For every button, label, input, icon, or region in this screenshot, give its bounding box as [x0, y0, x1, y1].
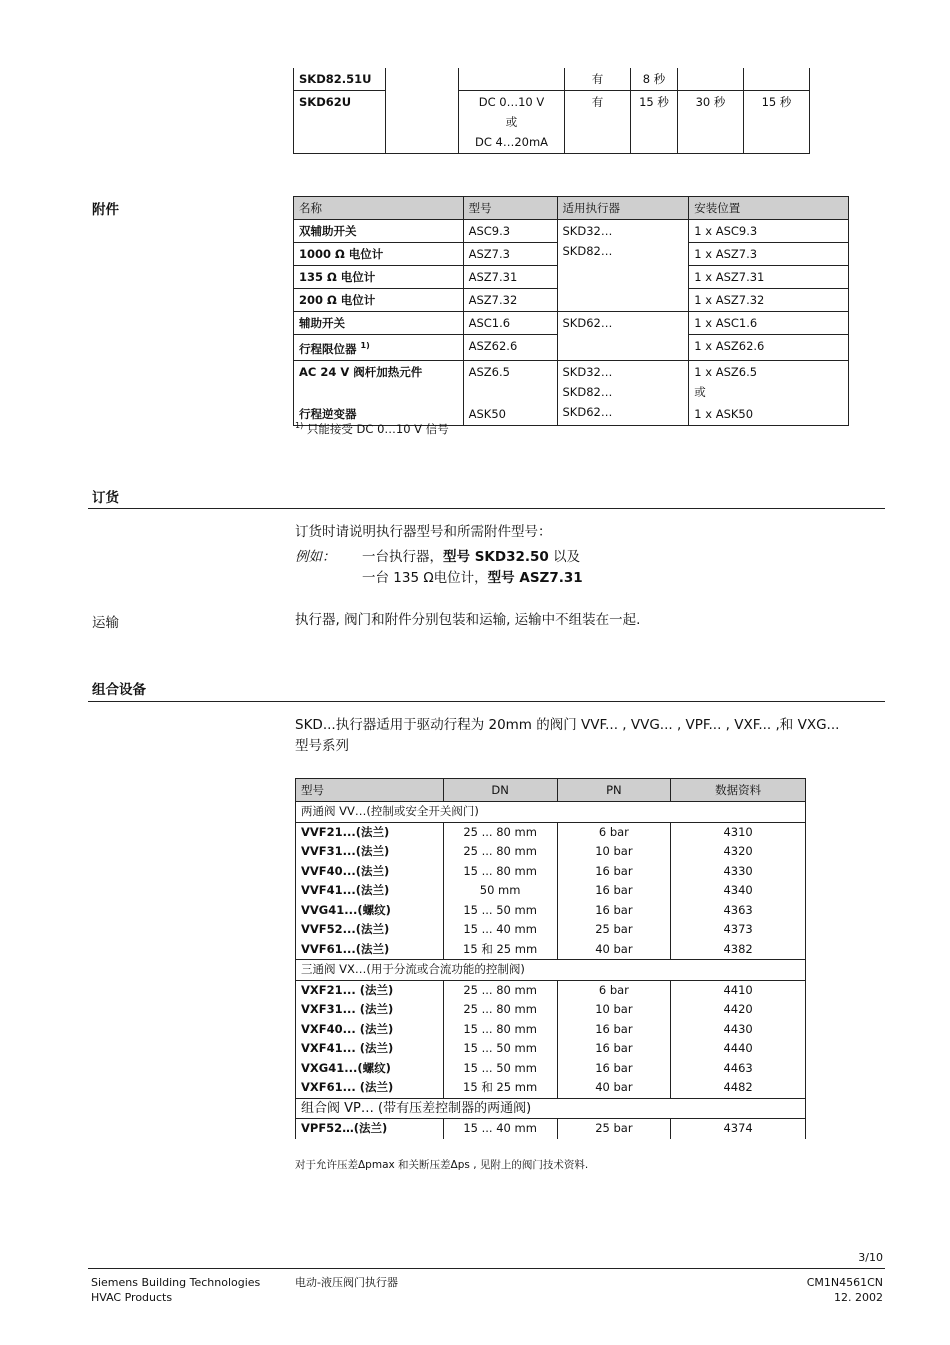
group-label: 两通阀 VV…(控制或安全开关阀门)	[296, 802, 806, 823]
valve-dn: 15 和 25 mm	[443, 940, 557, 960]
valve-row	[296, 1119, 806, 1139]
valve-row	[296, 1039, 806, 1059]
group2-body	[296, 980, 806, 1098]
accessory-type: ASZ62.6	[463, 335, 557, 361]
accessory-name: AC 24 V 阀杆加热元件	[294, 360, 464, 403]
valve-datasheet: 4382	[671, 940, 806, 960]
column-header: 安装位置	[689, 197, 849, 220]
valve-datasheet: 4320	[671, 842, 806, 862]
ordering-title: 订货	[92, 490, 119, 506]
example-line-1	[362, 547, 580, 568]
valve-pn: 16 bar	[557, 1039, 671, 1059]
accessory-type: ASC1.6	[463, 312, 557, 335]
example-text: 一台 135 Ω电位计，	[362, 570, 488, 586]
valve-datasheet: 4363	[671, 901, 806, 921]
valve-row	[296, 1020, 806, 1040]
actuator-line: SKD32…	[562, 224, 613, 238]
footer-divider	[88, 1268, 885, 1269]
valve-pn: 10 bar	[557, 1000, 671, 1020]
model-cell: SKD62U	[294, 91, 386, 154]
yes-cell: 有	[565, 68, 631, 91]
actuator-line: SKD32…	[562, 364, 613, 379]
table-header-row	[296, 779, 806, 802]
valve-dn: 15 ... 50 mm	[443, 901, 557, 921]
valve-type: VVF21...(法兰)	[296, 822, 444, 842]
accessory-name: 200 Ω 电位计	[294, 289, 464, 312]
valve-datasheet: 4463	[671, 1059, 806, 1079]
valve-datasheet: 4340	[671, 881, 806, 901]
column-header: 型号	[296, 779, 444, 802]
valve-type: VVF52...(法兰)	[296, 920, 444, 940]
group3-body	[296, 1119, 806, 1139]
combination-text-2: 型号系列	[295, 738, 349, 754]
column-header: 型号	[463, 197, 557, 220]
valve-type: VXF61... (法兰)	[296, 1078, 444, 1098]
footnote-mark: 1)	[360, 341, 370, 350]
signal-cell	[459, 91, 565, 154]
transport-label: 运输	[92, 615, 119, 631]
valve-row	[296, 1078, 806, 1098]
time-cell: 30 秒	[678, 91, 744, 154]
combination-text-1: SKD...执行器适用于驱动行程为 20mm 的阀门 VVF... , VVG... , VPF... , VXF... ,和 VXG...	[295, 717, 840, 733]
valve-type: VXF21... (法兰)	[296, 980, 444, 1000]
mount-position	[689, 360, 849, 403]
signal-line: DC 4…20mA	[474, 135, 549, 149]
accessory-name: 行程逆变器	[294, 403, 464, 426]
valve-dn: 15 ... 80 mm	[443, 862, 557, 882]
mount-position: 1 x ASZ7.3	[689, 243, 849, 266]
valve-pn: 10 bar	[557, 842, 671, 862]
company-line: HVAC Products	[91, 1291, 173, 1304]
valve-dn: 15 ... 80 mm	[443, 1020, 557, 1040]
accessory-name: 双辅助开关	[294, 220, 464, 243]
signal-cell	[459, 68, 565, 91]
valve-datasheet: 4440	[671, 1039, 806, 1059]
valve-dn: 50 mm	[443, 881, 557, 901]
doc-date: 12. 2002	[834, 1291, 883, 1304]
accessory-name: 135 Ω 电位计	[294, 266, 464, 289]
footer-doc-title: 电动-液压阀门执行器	[295, 1276, 398, 1289]
valve-datasheet: 4420	[671, 1000, 806, 1020]
accessory-type: ASZ7.3	[463, 243, 557, 266]
table-row	[294, 220, 849, 243]
footnote-mark: 1)	[295, 421, 304, 431]
accessory-type: ASZ7.32	[463, 289, 557, 312]
transport-text: 执行器, 阀门和附件分别包装和运输, 运输中不组装在一起.	[295, 612, 641, 628]
valve-type: VVF41...(法兰)	[296, 881, 444, 901]
table-row	[294, 91, 810, 154]
mount-line: 1 x ASZ6.5	[694, 364, 758, 379]
valve-type: VVF40...(法兰)	[296, 862, 444, 882]
valve-datasheet: 4310	[671, 822, 806, 842]
mount-line: 或	[694, 384, 706, 399]
column-header: 数据资料	[671, 779, 806, 802]
valve-row	[296, 980, 806, 1000]
valve-datasheet: 4374	[671, 1119, 806, 1139]
valve-dn: 25 ... 80 mm	[443, 980, 557, 1000]
doc-number: CM1N4561CN	[806, 1276, 883, 1289]
group-row	[296, 960, 806, 981]
column-header: 名称	[294, 197, 464, 220]
valve-dn: 15 ... 50 mm	[443, 1039, 557, 1059]
accessory-type: ASZ7.31	[463, 266, 557, 289]
yes-cell: 有	[565, 91, 631, 154]
valve-row	[296, 842, 806, 862]
time-cell	[678, 68, 744, 91]
valve-dn: 25 ... 80 mm	[443, 842, 557, 862]
section-divider	[88, 701, 885, 702]
valve-dn: 15 ... 40 mm	[443, 920, 557, 940]
valve-type: VVF61...(法兰)	[296, 940, 444, 960]
valve-pn: 16 bar	[557, 862, 671, 882]
column-header: DN	[443, 779, 557, 802]
footer-company	[91, 1275, 260, 1305]
signal-line: DC 0…10 V	[478, 95, 545, 109]
actuator-group	[557, 360, 689, 425]
accessory-type: ASC9.3	[463, 220, 557, 243]
actuator-spec-table-continued	[293, 68, 810, 154]
valve-dn: 25 ... 80 mm	[443, 1000, 557, 1020]
valve-datasheet: 4482	[671, 1078, 806, 1098]
valve-pn: 40 bar	[557, 1078, 671, 1098]
blank-cell	[386, 91, 459, 154]
valve-dn: 15 和 25 mm	[443, 1078, 557, 1098]
accessory-name-text: 行程限位器	[299, 341, 357, 356]
valve-type: VPF52…(法兰)	[296, 1119, 444, 1139]
example-text: 以及	[548, 549, 581, 565]
group-row	[296, 1098, 806, 1119]
valve-table	[295, 778, 806, 1139]
time-cell	[744, 68, 810, 91]
valve-pn: 6 bar	[557, 980, 671, 1000]
column-header: 适用执行器	[557, 197, 689, 220]
actuator-group: SKD62…	[557, 312, 689, 361]
example-line-2	[362, 568, 583, 589]
example-model: 型号 ASZ7.31	[487, 570, 583, 586]
blank-cell	[386, 68, 459, 91]
accessory-type: ASK50	[463, 403, 557, 426]
valve-dn: 25 ... 80 mm	[443, 822, 557, 842]
valve-pn: 16 bar	[557, 901, 671, 921]
valve-type: VXF40... (法兰)	[296, 1020, 444, 1040]
example-model: 型号 SKD32.50	[443, 549, 549, 565]
valve-row	[296, 822, 806, 842]
example-label: 例如：	[295, 549, 336, 565]
valve-datasheet: 4330	[671, 862, 806, 882]
valve-type: VXF41... (法兰)	[296, 1039, 444, 1059]
actuator-line: SKD82…	[562, 244, 613, 258]
company-line: Siemens Building Technologies	[91, 1276, 261, 1289]
footnote-text: 只能接受 DC 0…10 V 信号	[306, 422, 449, 436]
valve-row	[296, 862, 806, 882]
valve-datasheet: 4373	[671, 920, 806, 940]
valve-row	[296, 901, 806, 921]
valve-pn: 25 bar	[557, 920, 671, 940]
valve-row	[296, 940, 806, 960]
mount-position: 1 x ASZ62.6	[689, 335, 849, 361]
group-label: 组合阀 VP… (带有压差控制器的两通阀)	[296, 1098, 806, 1119]
footer-doc-info	[807, 1275, 883, 1305]
valve-row	[296, 920, 806, 940]
actuator-line: SKD82…	[562, 384, 613, 399]
column-header: PN	[557, 779, 671, 802]
valve-datasheet: 4410	[671, 980, 806, 1000]
mount-position: 1 x ASZ7.31	[689, 266, 849, 289]
valve-type: VXF31... (法兰)	[296, 1000, 444, 1020]
group-label: 三通阀 VX…(用于分流或合流功能的控制阀)	[296, 960, 806, 981]
valve-pn: 16 bar	[557, 1059, 671, 1079]
accessory-type: ASZ6.5	[463, 360, 557, 403]
valve-type: VVF31...(法兰)	[296, 842, 444, 862]
accessories-table	[293, 196, 849, 426]
table-row	[294, 68, 810, 91]
mount-position: 1 x ASC9.3	[689, 220, 849, 243]
time-cell: 15 秒	[744, 91, 810, 154]
accessories-footnote	[295, 421, 449, 437]
valve-row	[296, 1000, 806, 1020]
combination-title: 组合设备	[92, 682, 146, 698]
actuator-line: SKD62…	[562, 404, 613, 419]
valve-pn: 6 bar	[557, 822, 671, 842]
table-header-row	[294, 197, 849, 220]
mount-position: 1 x ASK50	[689, 403, 849, 426]
valve-row	[296, 1059, 806, 1079]
ordering-intro: 订货时请说明执行器型号和所需附件型号：	[295, 524, 552, 540]
section-divider	[88, 508, 885, 509]
accessory-name: 辅助开关	[294, 312, 464, 335]
valve-pn: 16 bar	[557, 881, 671, 901]
valve-row	[296, 881, 806, 901]
actuator-group	[557, 220, 689, 312]
page-number: 3/10	[858, 1251, 883, 1264]
accessory-name: 1000 Ω 电位计	[294, 243, 464, 266]
signal-line: 或	[505, 115, 518, 129]
mount-position: 1 x ASZ7.32	[689, 289, 849, 312]
mount-position: 1 x ASC1.6	[689, 312, 849, 335]
valve-note: 对于允许压差Δpmax 和关断压差Δps , 见附上的阀门技术资料.	[295, 1159, 589, 1171]
table-row	[294, 312, 849, 335]
valve-pn: 25 bar	[557, 1119, 671, 1139]
accessory-name	[294, 335, 464, 361]
valve-type: VXG41...(螺纹)	[296, 1059, 444, 1079]
example-text: 一台执行器，	[362, 549, 443, 565]
valve-type: VVG41...(螺纹)	[296, 901, 444, 921]
valve-pn: 40 bar	[557, 940, 671, 960]
valve-dn: 15 ... 50 mm	[443, 1059, 557, 1079]
model-cell: SKD82.51U	[294, 68, 386, 91]
valve-datasheet: 4430	[671, 1020, 806, 1040]
time-cell: 15 秒	[631, 91, 678, 154]
group-row	[296, 802, 806, 823]
group1-body	[296, 822, 806, 960]
valve-pn: 16 bar	[557, 1020, 671, 1040]
time-cell: 8 秒	[631, 68, 678, 91]
accessories-label: 附件	[92, 202, 119, 218]
valve-dn: 15 ... 40 mm	[443, 1119, 557, 1139]
